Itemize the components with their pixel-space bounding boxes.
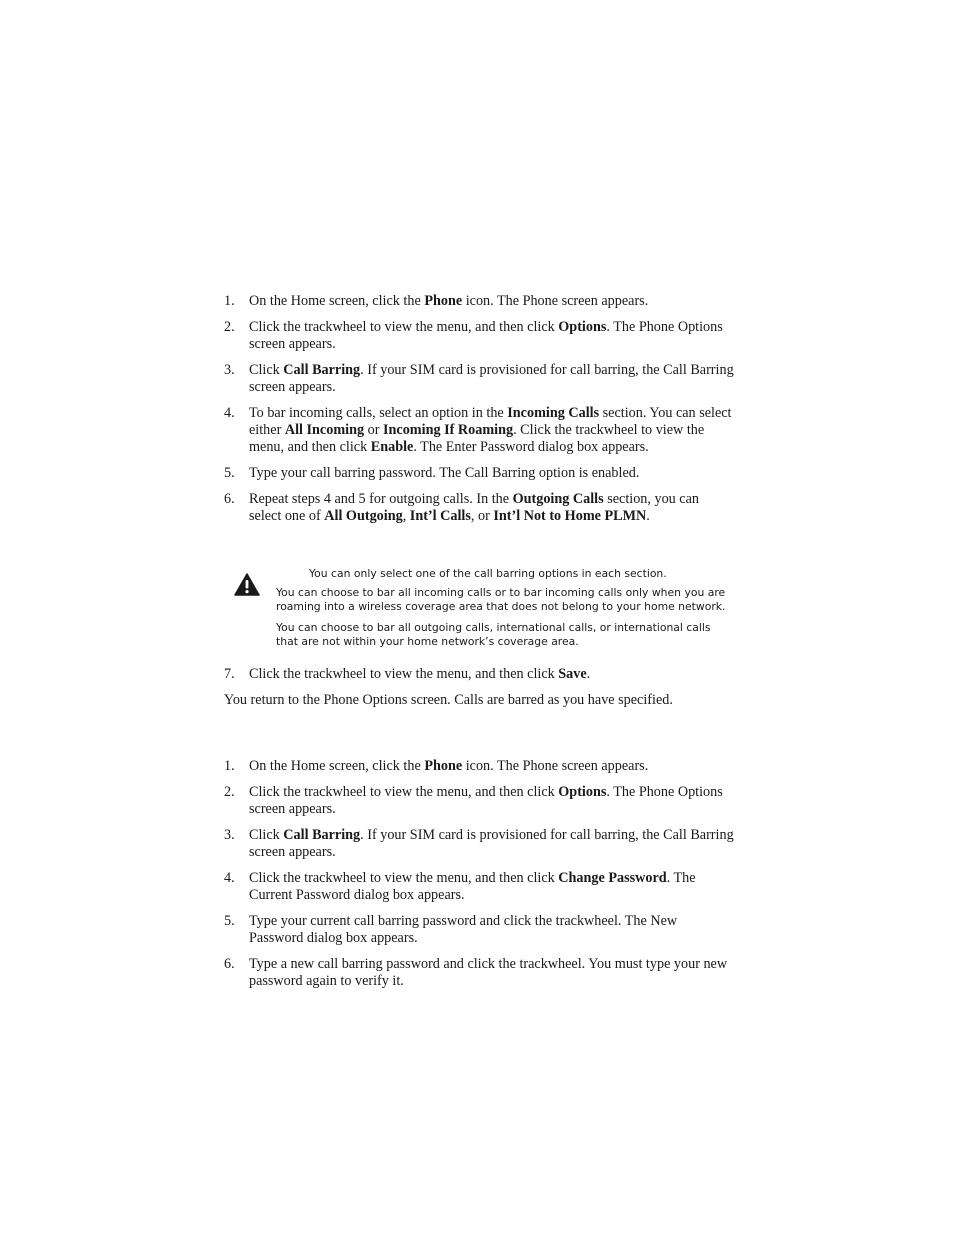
list-item xyxy=(224,491,734,525)
emphasized-term: Int’l Not to Home PLMN xyxy=(493,508,647,524)
emphasized-term: Outgoing Calls xyxy=(512,491,604,507)
change-password-steps xyxy=(224,758,734,999)
emphasized-term: All Outgoing xyxy=(324,508,403,524)
step-number: 3. xyxy=(224,827,235,843)
step-number: 2. xyxy=(224,784,235,800)
step-number: 6. xyxy=(224,491,235,507)
step-number: 4. xyxy=(224,870,235,886)
list-item xyxy=(224,827,734,861)
step-text: Type your current call barring password and click the trackwheel. The New Password dialog box appears. xyxy=(249,913,678,946)
step-text: Repeat steps 4 and 5 for outgoing calls. In the Outgoing Calls section, you can select one of All Outgoing, Int’l Calls, or Int’l Not to Home PLMN. xyxy=(249,491,699,524)
step-text: To bar incoming calls, select an option in the Incoming Calls section. You can select either All Incoming or Incoming If Roaming. Click the trackwheel to view the menu, and then click Enable. The Enter Password dialog box appears. xyxy=(249,405,732,455)
warning-icon xyxy=(234,573,260,596)
emphasized-term: Enable xyxy=(370,439,414,455)
list-item xyxy=(224,784,734,818)
step-number: 1. xyxy=(224,758,235,774)
step-text: On the Home screen, click the Phone icon. The Phone screen appears. xyxy=(249,293,649,309)
list-item xyxy=(224,293,734,310)
step-text: Type a new call barring password and click the trackwheel. You must type your new password again to verify it. xyxy=(249,956,728,989)
step-text: Click Call Barring. If your SIM card is provisioned for call barring, the Call Barring screen appears. xyxy=(249,362,734,395)
list-item xyxy=(224,465,734,482)
step-number: 2. xyxy=(224,319,235,335)
list-item xyxy=(224,758,734,775)
step-text: On the Home screen, click the Phone icon. The Phone screen appears. xyxy=(249,758,649,774)
step-number: 6. xyxy=(224,956,235,972)
list-item xyxy=(224,956,734,990)
emphasized-term: Call Barring xyxy=(283,827,361,843)
enable-call-barring-steps xyxy=(224,293,734,534)
step-text: Type your call barring password. The Call Barring option is enabled. xyxy=(249,465,640,481)
emphasized-term: Call Barring xyxy=(283,362,361,378)
list-item xyxy=(224,913,734,947)
emphasized-term: Int’l Calls xyxy=(409,508,471,524)
step-number: 1. xyxy=(224,293,235,309)
list-item xyxy=(224,362,734,396)
emphasized-term: Phone xyxy=(424,293,463,309)
emphasized-term: Incoming Calls xyxy=(507,405,600,421)
note-line: You can choose to bar all incoming calls or to bar incoming calls only when you are roaming into a wireless coverage area that does not belong to your home network. xyxy=(276,586,726,613)
emphasized-term: Save xyxy=(558,666,587,682)
emphasized-term: Options xyxy=(558,784,607,800)
step-number: 4. xyxy=(224,405,235,421)
step-number: 5. xyxy=(224,465,235,481)
emphasized-term: Incoming If Roaming xyxy=(383,422,514,438)
step-number: 5. xyxy=(224,913,235,929)
emphasized-term: All Incoming xyxy=(284,422,365,438)
step-text: Click Call Barring. If your SIM card is provisioned for call barring, the Call Barring screen appears. xyxy=(249,827,734,860)
list-item xyxy=(224,319,734,353)
step-text: Click the trackwheel to view the menu, and then click Change Password. The Current Password dialog box appears. xyxy=(249,870,696,903)
step-text: Click the trackwheel to view the menu, and then click Options. The Phone Options screen appears. xyxy=(249,784,723,817)
step-number: 7. xyxy=(224,666,235,682)
list-item xyxy=(224,870,734,904)
step-text: Click the trackwheel to view the menu, and then click Save. xyxy=(249,666,591,682)
emphasized-term: Options xyxy=(558,319,607,335)
note-line: You can only select one of the call barring options in each section. xyxy=(309,567,667,580)
result-text: You return to the Phone Options screen. Calls are barred as you have specified. xyxy=(224,692,673,708)
list-item xyxy=(224,405,734,456)
warning-note xyxy=(232,566,732,656)
note-line: You can choose to bar all outgoing calls, international calls, or international calls that are not within your home network’s coverage area. xyxy=(276,621,711,648)
emphasized-term: Phone xyxy=(424,758,463,774)
step-number: 3. xyxy=(224,362,235,378)
list-item xyxy=(224,666,734,683)
step-text: Click the trackwheel to view the menu, and then click Options. The Phone Options screen appears. xyxy=(249,319,723,352)
emphasized-term: Change Password xyxy=(558,870,667,886)
